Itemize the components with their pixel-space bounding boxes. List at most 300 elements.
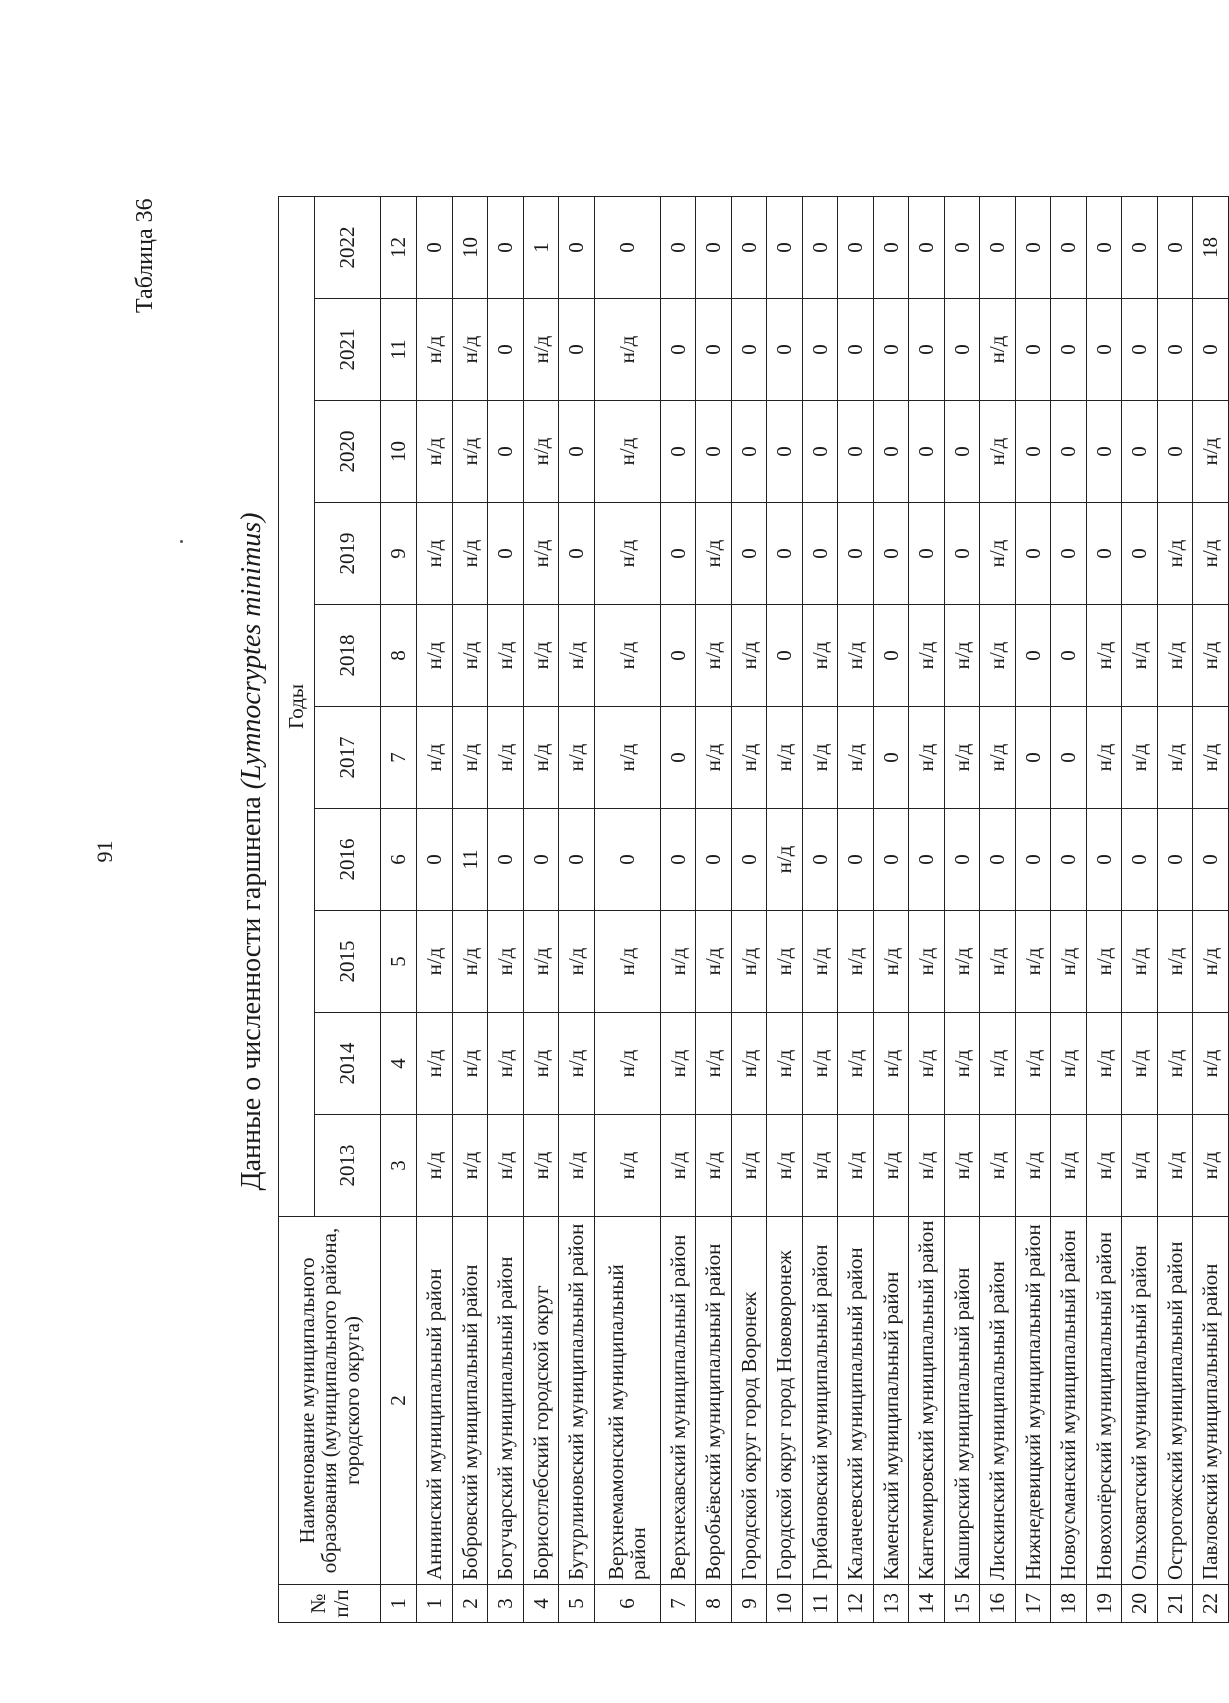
- year-value: н/д: [452, 503, 488, 605]
- table-row: [944, 197, 980, 1623]
- year-value: н/д: [944, 605, 980, 707]
- year-value: 0: [1157, 299, 1193, 401]
- row-number: 21: [1157, 1585, 1193, 1623]
- year-value: н/д: [767, 1115, 803, 1217]
- year-value: н/д: [980, 1115, 1016, 1217]
- year-value: н/д: [594, 299, 660, 401]
- year-value: 0: [838, 503, 874, 605]
- column-index: 9: [381, 503, 417, 605]
- year-value: 0: [1122, 197, 1158, 299]
- year-value: н/д: [1086, 1115, 1122, 1217]
- row-number: 9: [731, 1585, 767, 1623]
- year-value: н/д: [417, 707, 453, 809]
- year-value: н/д: [523, 605, 559, 707]
- year-value: 0: [1015, 707, 1051, 809]
- year-value: 0: [980, 197, 1016, 299]
- table-title: [236, 0, 268, 1703]
- year-value: н/д: [488, 605, 524, 707]
- year-value: н/д: [944, 1115, 980, 1217]
- year-value: 0: [1015, 605, 1051, 707]
- row-number: 16: [980, 1585, 1016, 1623]
- year-value: н/д: [417, 299, 453, 401]
- year-value: н/д: [1157, 1115, 1193, 1217]
- column-index: 12: [381, 197, 417, 299]
- column-index: 3: [381, 1115, 417, 1217]
- year-value: 0: [594, 809, 660, 911]
- year-value: н/д: [559, 1115, 595, 1217]
- year-value: н/д: [944, 707, 980, 809]
- municipality-name: Ольховатский муниципальный район: [1122, 1217, 1158, 1585]
- year-value: 0: [1086, 401, 1122, 503]
- year-value: 0: [1015, 503, 1051, 605]
- municipality-name: Каширский муниципальный район: [944, 1217, 980, 1585]
- row-number: 12: [838, 1585, 874, 1623]
- year-value: 0: [944, 809, 980, 911]
- year-value: 0: [731, 299, 767, 401]
- year-value: н/д: [1086, 911, 1122, 1013]
- row-number: 20: [1122, 1585, 1158, 1623]
- year-value: н/д: [1015, 1115, 1051, 1217]
- year-value: н/д: [523, 299, 559, 401]
- year-value: н/д: [594, 605, 660, 707]
- year-value: н/д: [767, 809, 803, 911]
- year-value: 0: [944, 299, 980, 401]
- year-value: 0: [1122, 503, 1158, 605]
- year-value: 0: [1086, 299, 1122, 401]
- table-row: [1086, 197, 1122, 1623]
- table-row: [594, 197, 660, 1623]
- year-value: н/д: [909, 911, 945, 1013]
- year-value: н/д: [1193, 707, 1229, 809]
- year-value: н/д: [523, 1115, 559, 1217]
- year-value: н/д: [696, 503, 732, 605]
- table-row: [696, 197, 732, 1623]
- year-value: н/д: [909, 707, 945, 809]
- year-value: 0: [1051, 707, 1087, 809]
- year-value: н/д: [1193, 1115, 1229, 1217]
- year-value: н/д: [523, 911, 559, 1013]
- year-value: 0: [696, 809, 732, 911]
- row-number: 7: [660, 1585, 696, 1623]
- municipality-name: Бутурлиновский муниципальный район: [559, 1217, 595, 1585]
- column-index: 8: [381, 605, 417, 707]
- year-value: н/д: [1157, 503, 1193, 605]
- year-value: 0: [1193, 299, 1229, 401]
- year-value: 0: [944, 197, 980, 299]
- year-value: н/д: [802, 707, 838, 809]
- year-value: н/д: [802, 1115, 838, 1217]
- year-value: 0: [873, 605, 909, 707]
- year-value: н/д: [980, 1013, 1016, 1115]
- year-value: н/д: [1193, 911, 1229, 1013]
- year-value: н/д: [838, 911, 874, 1013]
- year-value: н/д: [731, 605, 767, 707]
- header-years-group: Годы: [279, 197, 315, 1217]
- year-value: н/д: [1122, 1115, 1158, 1217]
- table-row: [767, 197, 803, 1623]
- year-value: н/д: [944, 911, 980, 1013]
- year-value: н/д: [417, 911, 453, 1013]
- page-number: 91: [92, 840, 117, 863]
- municipality-name: Бобровский муниципальный район: [452, 1217, 488, 1585]
- year-value: 0: [909, 401, 945, 503]
- year-value: 0: [417, 197, 453, 299]
- year-value: н/д: [594, 707, 660, 809]
- year-value: н/д: [873, 911, 909, 1013]
- year-value: 0: [873, 503, 909, 605]
- header-year: 2013: [315, 1115, 381, 1217]
- year-value: 0: [488, 503, 524, 605]
- year-value: н/д: [488, 1115, 524, 1217]
- municipality-name: Калачеевский муниципальный район: [838, 1217, 874, 1585]
- year-value: н/д: [909, 605, 945, 707]
- year-value: 0: [660, 809, 696, 911]
- year-value: н/д: [417, 1115, 453, 1217]
- year-value: 0: [873, 401, 909, 503]
- population-table: [278, 196, 1229, 1623]
- table-row: [559, 197, 595, 1623]
- year-value: н/д: [452, 1013, 488, 1115]
- year-value: н/д: [980, 401, 1016, 503]
- year-value: 0: [559, 401, 595, 503]
- year-value: 0: [802, 197, 838, 299]
- header-year: 2020: [315, 401, 381, 503]
- year-value: н/д: [1015, 1013, 1051, 1115]
- year-value: н/д: [980, 299, 1016, 401]
- year-value: н/д: [731, 911, 767, 1013]
- year-value: н/д: [559, 707, 595, 809]
- year-value: 0: [1051, 503, 1087, 605]
- year-value: н/д: [594, 1115, 660, 1217]
- year-value: н/д: [559, 911, 595, 1013]
- year-value: 0: [559, 503, 595, 605]
- table-row: [523, 197, 559, 1623]
- municipality-name: Городской округ город Нововоронеж: [767, 1217, 803, 1585]
- year-value: н/д: [660, 911, 696, 1013]
- year-value: н/д: [980, 605, 1016, 707]
- row-number: 11: [802, 1585, 838, 1623]
- stray-dot: [180, 540, 183, 543]
- year-value: 0: [696, 401, 732, 503]
- row-number: 22: [1193, 1585, 1229, 1623]
- year-value: н/д: [696, 911, 732, 1013]
- year-value: 0: [1122, 299, 1158, 401]
- year-value: н/д: [980, 503, 1016, 605]
- year-value: 0: [1051, 605, 1087, 707]
- year-value: н/д: [1193, 503, 1229, 605]
- header-year: 2016: [315, 809, 381, 911]
- year-value: н/д: [417, 1013, 453, 1115]
- year-value: 1: [523, 197, 559, 299]
- year-value: н/д: [1086, 1013, 1122, 1115]
- year-value: 0: [1086, 809, 1122, 911]
- year-value: 0: [1051, 299, 1087, 401]
- column-index: 11: [381, 299, 417, 401]
- header-year: 2018: [315, 605, 381, 707]
- municipality-name: Аннинский муниципальный район: [417, 1217, 453, 1585]
- year-value: 0: [909, 809, 945, 911]
- year-value: н/д: [452, 299, 488, 401]
- table-label: Таблица 36: [132, 198, 158, 313]
- year-value: н/д: [873, 1115, 909, 1217]
- year-value: н/д: [1157, 707, 1193, 809]
- year-value: 0: [767, 197, 803, 299]
- year-value: 0: [696, 299, 732, 401]
- year-value: 0: [873, 809, 909, 911]
- year-value: н/д: [452, 401, 488, 503]
- municipality-name: Нижнедевицкий муниципальный район: [1015, 1217, 1051, 1585]
- row-number: 1: [417, 1585, 453, 1623]
- header-year: 2015: [315, 911, 381, 1013]
- year-value: н/д: [980, 707, 1016, 809]
- year-value: 0: [802, 809, 838, 911]
- year-value: 0: [731, 401, 767, 503]
- row-number: 6: [594, 1585, 660, 1623]
- year-value: н/д: [1122, 1013, 1158, 1115]
- year-value: н/д: [660, 1115, 696, 1217]
- table-row: [1122, 197, 1158, 1623]
- year-value: н/д: [767, 1013, 803, 1115]
- year-value: 0: [873, 299, 909, 401]
- year-value: н/д: [731, 1115, 767, 1217]
- year-value: н/д: [980, 911, 1016, 1013]
- year-value: 0: [838, 809, 874, 911]
- year-value: 0: [767, 299, 803, 401]
- year-value: н/д: [417, 401, 453, 503]
- year-value: н/д: [802, 605, 838, 707]
- year-value: 0: [838, 299, 874, 401]
- year-value: н/д: [767, 707, 803, 809]
- year-value: 0: [767, 605, 803, 707]
- municipality-name: Павловский муниципальный район: [1193, 1217, 1229, 1585]
- table-row: [1193, 197, 1229, 1623]
- year-value: н/д: [1122, 707, 1158, 809]
- header-year: 2014: [315, 1013, 381, 1115]
- year-value: н/д: [1051, 911, 1087, 1013]
- year-value: н/д: [594, 503, 660, 605]
- header-year: 2017: [315, 707, 381, 809]
- year-value: н/д: [873, 1013, 909, 1115]
- year-value: 0: [909, 197, 945, 299]
- table-row: [417, 197, 453, 1623]
- municipality-name: Воробьёвский муниципальный район: [696, 1217, 732, 1585]
- year-value: н/д: [594, 911, 660, 1013]
- table-row: [660, 197, 696, 1623]
- year-value: 0: [1157, 809, 1193, 911]
- year-value: н/д: [523, 401, 559, 503]
- year-value: н/д: [838, 1115, 874, 1217]
- year-value: н/д: [731, 707, 767, 809]
- row-number: 19: [1086, 1585, 1122, 1623]
- year-value: н/д: [1122, 911, 1158, 1013]
- municipality-name: Острогожский муниципальный район: [1157, 1217, 1193, 1585]
- row-number: 17: [1015, 1585, 1051, 1623]
- year-value: 0: [1015, 401, 1051, 503]
- year-value: н/д: [909, 1115, 945, 1217]
- year-value: 0: [980, 809, 1016, 911]
- row-number: 3: [488, 1585, 524, 1623]
- year-value: 0: [802, 401, 838, 503]
- year-value: 0: [944, 401, 980, 503]
- table-row: [838, 197, 874, 1623]
- column-index: 10: [381, 401, 417, 503]
- table-row: [1051, 197, 1087, 1623]
- year-value: н/д: [523, 1013, 559, 1115]
- year-value: н/д: [1051, 1013, 1087, 1115]
- year-value: 0: [802, 503, 838, 605]
- table-row: [980, 197, 1016, 1623]
- year-value: н/д: [452, 707, 488, 809]
- year-value: н/д: [944, 1013, 980, 1115]
- header-year: 2022: [315, 197, 381, 299]
- year-value: н/д: [1157, 605, 1193, 707]
- year-value: н/д: [1051, 1115, 1087, 1217]
- municipality-name: Новохопёрский муниципальный район: [1086, 1217, 1122, 1585]
- row-number: 4: [523, 1585, 559, 1623]
- year-value: н/д: [523, 503, 559, 605]
- year-value: 0: [1015, 299, 1051, 401]
- municipality-name: Городской округ город Воронеж: [731, 1217, 767, 1585]
- row-number: 14: [909, 1585, 945, 1623]
- year-value: 0: [660, 503, 696, 605]
- year-value: н/д: [1157, 1013, 1193, 1115]
- year-value: н/д: [660, 1013, 696, 1115]
- year-value: 0: [1122, 809, 1158, 911]
- column-index: 4: [381, 1013, 417, 1115]
- year-value: н/д: [802, 1013, 838, 1115]
- header-num: № п/п: [279, 1585, 381, 1623]
- year-value: н/д: [909, 1013, 945, 1115]
- year-value: 0: [696, 197, 732, 299]
- header-name: Наименование муниципального образования (муниципального района, городского округа): [279, 1217, 381, 1585]
- year-value: н/д: [1015, 911, 1051, 1013]
- header-year: 2019: [315, 503, 381, 605]
- header-year: 2021: [315, 299, 381, 401]
- row-number: 5: [559, 1585, 595, 1623]
- year-value: н/д: [523, 707, 559, 809]
- year-value: 0: [660, 299, 696, 401]
- municipality-name: Верхнемамонский муниципальный район: [594, 1217, 660, 1585]
- year-value: 0: [944, 503, 980, 605]
- municipality-name: Верхнехавский муниципальный район: [660, 1217, 696, 1585]
- year-value: 0: [767, 503, 803, 605]
- year-value: 0: [660, 197, 696, 299]
- year-value: 0: [1086, 503, 1122, 605]
- year-value: н/д: [1193, 1013, 1229, 1115]
- table-row: [488, 197, 524, 1623]
- year-value: 0: [488, 299, 524, 401]
- year-value: 0: [1051, 809, 1087, 911]
- year-value: 10: [452, 197, 488, 299]
- year-value: н/д: [767, 911, 803, 1013]
- table-row: [873, 197, 909, 1623]
- table-row: [452, 197, 488, 1623]
- year-value: 0: [873, 197, 909, 299]
- table-row: [802, 197, 838, 1623]
- year-value: 0: [767, 401, 803, 503]
- title-text: Данные о численности гаршнепа: [236, 789, 267, 1191]
- year-value: 0: [802, 299, 838, 401]
- year-value: н/д: [1086, 707, 1122, 809]
- year-value: 0: [660, 605, 696, 707]
- municipality-name: Кантемировский муниципальный район: [909, 1217, 945, 1585]
- year-value: 0: [488, 197, 524, 299]
- title-species: (Lymnocryptes minimus): [236, 512, 267, 790]
- year-value: 0: [1051, 197, 1087, 299]
- year-value: н/д: [452, 1115, 488, 1217]
- year-value: 0: [559, 197, 595, 299]
- year-value: н/д: [488, 911, 524, 1013]
- year-value: 0: [523, 809, 559, 911]
- year-value: 0: [1157, 197, 1193, 299]
- year-value: н/д: [488, 707, 524, 809]
- year-value: 0: [909, 503, 945, 605]
- column-index: 1: [381, 1585, 417, 1623]
- year-value: 0: [488, 401, 524, 503]
- year-value: 11: [452, 809, 488, 911]
- year-value: 0: [660, 401, 696, 503]
- year-value: н/д: [696, 1013, 732, 1115]
- municipality-name: Лискинский муниципальный район: [980, 1217, 1016, 1585]
- year-value: 0: [909, 299, 945, 401]
- year-value: 0: [488, 809, 524, 911]
- year-value: 0: [1122, 401, 1158, 503]
- year-value: н/д: [559, 605, 595, 707]
- column-index: 5: [381, 911, 417, 1013]
- year-value: 0: [1086, 197, 1122, 299]
- year-value: н/д: [838, 1013, 874, 1115]
- year-value: н/д: [417, 605, 453, 707]
- year-value: 0: [873, 707, 909, 809]
- row-number: 18: [1051, 1585, 1087, 1623]
- column-index: 6: [381, 809, 417, 911]
- year-value: 0: [731, 197, 767, 299]
- year-value: н/д: [594, 1013, 660, 1115]
- year-value: 0: [838, 197, 874, 299]
- year-value: н/д: [696, 1115, 732, 1217]
- year-value: н/д: [802, 911, 838, 1013]
- row-number: 2: [452, 1585, 488, 1623]
- year-value: н/д: [452, 605, 488, 707]
- year-value: 0: [1015, 197, 1051, 299]
- year-value: н/д: [488, 1013, 524, 1115]
- municipality-name: Борисоглебский городской округ: [523, 1217, 559, 1585]
- year-value: н/д: [696, 707, 732, 809]
- year-value: 0: [1193, 809, 1229, 911]
- year-value: н/д: [559, 1013, 595, 1115]
- municipality-name: Богучарский муниципальный район: [488, 1217, 524, 1585]
- row-number: 13: [873, 1585, 909, 1623]
- year-value: 0: [559, 809, 595, 911]
- row-number: 15: [944, 1585, 980, 1623]
- year-value: 0: [731, 503, 767, 605]
- year-value: 0: [1015, 809, 1051, 911]
- municipality-name: Каменский муниципальный район: [873, 1217, 909, 1585]
- row-number: 10: [767, 1585, 803, 1623]
- year-value: н/д: [1193, 605, 1229, 707]
- year-value: 0: [1051, 401, 1087, 503]
- year-value: н/д: [594, 401, 660, 503]
- year-value: н/д: [838, 707, 874, 809]
- municipality-name: Грибановский муниципальный район: [802, 1217, 838, 1585]
- year-value: 0: [559, 299, 595, 401]
- year-value: 18: [1193, 197, 1229, 299]
- year-value: н/д: [1086, 605, 1122, 707]
- year-value: н/д: [838, 605, 874, 707]
- year-value: н/д: [452, 911, 488, 1013]
- column-index: 2: [381, 1217, 417, 1585]
- year-value: н/д: [417, 503, 453, 605]
